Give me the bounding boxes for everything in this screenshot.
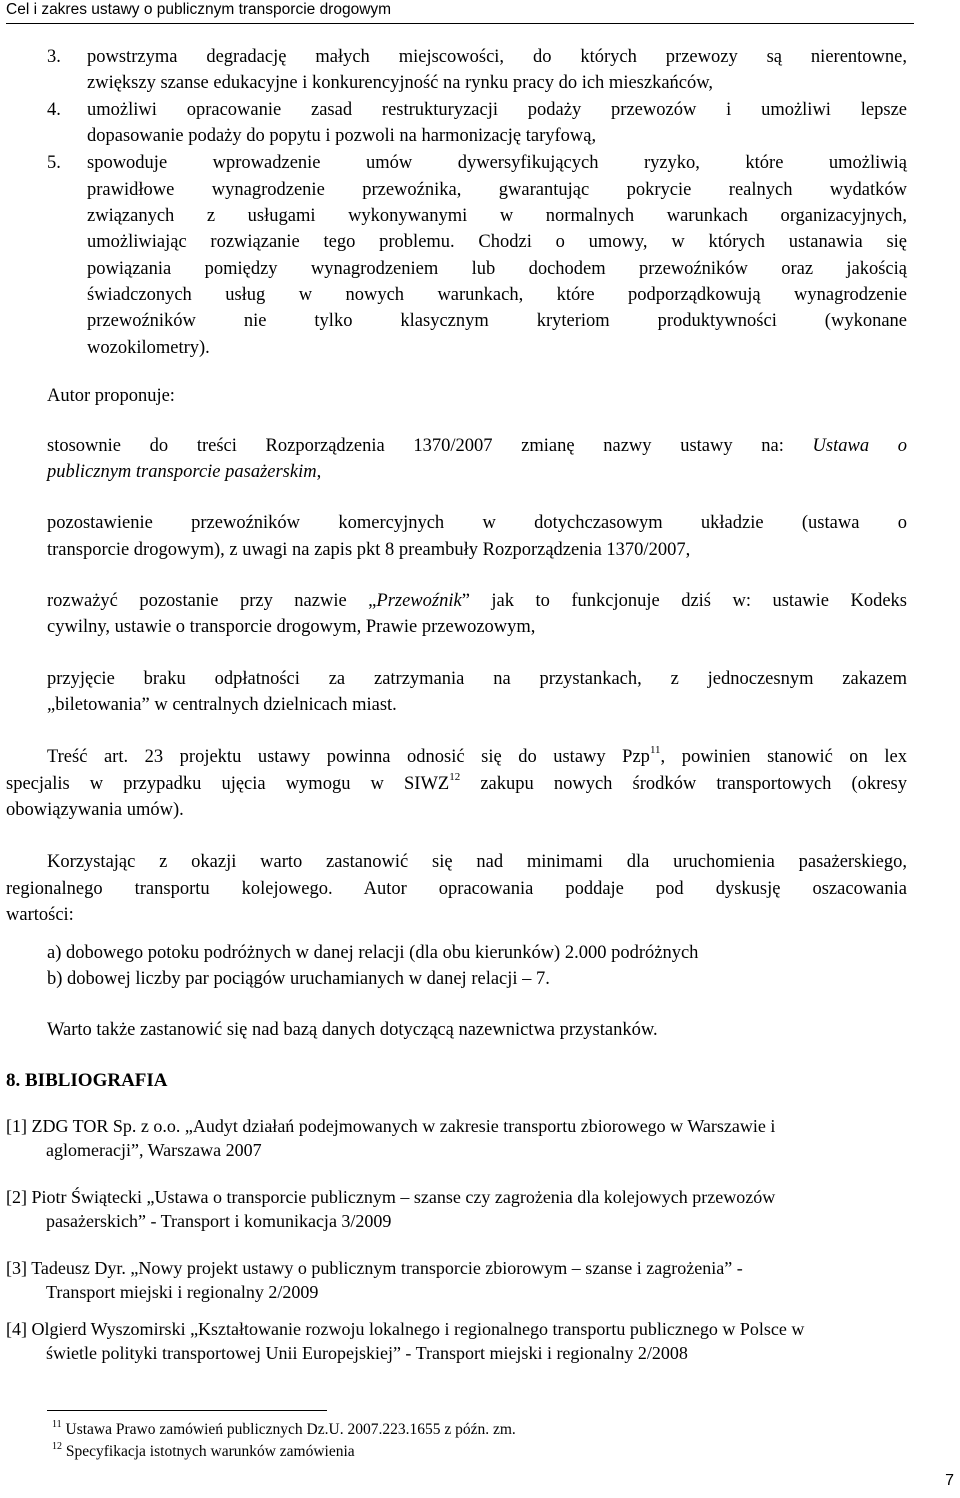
footnote: $^{12}$ Specyfikacja istotnych warunków zamówienia	[52, 1440, 355, 1460]
minimums-paragraph-line: regionalnego transportu kolejowego. Autor opracowania poddaje pod dyskusję oszacowania	[6, 879, 907, 899]
proposal-line: publicznym transporcie pasażerskim,	[47, 462, 322, 482]
minimums-paragraph-line: wartości:	[6, 905, 74, 925]
proposal-line: stosownie do treści Rozporządzenia 1370/2007 zmianę nazwy ustawy na: Ustawa o	[47, 436, 907, 456]
list-item-line: wozokilometry).	[87, 338, 210, 358]
list-item-line: prawidłowe wynagrodzenie przewoźnika, gwarantując pokrycie realnych wydatków	[87, 180, 907, 200]
minimums-paragraph-line: Korzystając z okazji warto zastanowić się nad minimami dla uruchomienia pasażerskiego,	[47, 852, 907, 872]
footnote-ref: 11	[649, 743, 661, 756]
proposal-line: transporcie drogowym), z uwagi na zapis pkt 8 preambuły Rozporządzenia 1370/2007,	[47, 540, 691, 560]
bibliography-entry: [2] Piotr Świątecki „Ustawa o transporcie publicznym – szanse czy zagrożenia dla kolejowych przewozów pasażerskich” - Transport i komunikacja 3/2009	[6, 1187, 776, 1231]
page-number: 7	[945, 1472, 954, 1489]
bibliography-title: 8. BIBLIOGRAFIA	[6, 1070, 168, 1091]
list-item-line: świadczonych usług w nowych warunkach, które podporządkowują wynagrodzenie	[87, 285, 907, 305]
list-number: 5.	[47, 153, 61, 173]
list-item-line: związanych z usługami wykonywanymi w normalnych warunkach organizacyjnych,	[87, 206, 907, 226]
list-item-line: spowoduje wprowadzenie umów dywersyfikujących ryzyko, które umożliwią	[87, 153, 907, 173]
footnote: $^{11}$ Ustawa Prawo zamówień publicznych Dz.U. 2007.223.1655 z późn. zm.	[52, 1418, 516, 1438]
list-item-line: umożliwi opracowanie zasad restrukturyzacji podaży przewozów i umożliwi lepsze	[87, 100, 907, 120]
minimums-item: b) dobowej liczby par pociągów uruchamianych w danej relacji – 7.	[47, 969, 550, 989]
list-item-line: powstrzyma degradację małych miejscowości, do których przewozy są nierentowne,	[87, 47, 907, 67]
proposal-line: rozważyć pozostanie przy nazwie „Przewoźnik” jak to funkcjonuje dziś w: ustawie Kodeks	[47, 591, 907, 611]
art23-paragraph-line: specjalis w przypadku ujęcia wymogu w SIWZ$^{12}$ zakupu nowych środków transportowych (okresy	[6, 770, 907, 794]
proposal-line: cywilny, ustawie o transporcie drogowym, Prawie przewozowym,	[47, 617, 536, 637]
stops-note: Warto także zastanowić się nad bazą danych dotyczącą nazewnictwa przystanków.	[47, 1020, 658, 1040]
bibliography-entry: [3] Tadeusz Dyr. „Nowy projekt ustawy o publicznym transporcie zbiorowym – szanse i zagrożenia” - Transport miejski i regionalny 2/2009	[6, 1258, 743, 1302]
art23-paragraph-line: Treść art. 23 projektu ustawy powinna odnosić się do ustawy Pzp$^{11}$, powinien stanowić on lex	[47, 743, 907, 767]
list-item-line: zwiększy szanse edukacyjne i konkurencyjność na rynku pracy do ich mieszkańców,	[87, 73, 714, 93]
proposal-line: pozostawienie przewoźników komercyjnych w dotychczasowym układzie (ustawa o	[47, 513, 907, 533]
proposal-line: „biletowania” w centralnych dzielnicach miast.	[47, 695, 397, 715]
minimums-item: a) dobowego potoku podróżnych w danej relacji (dla obu kierunków) 2.000 podróżnych	[47, 943, 699, 963]
bibliography-entry: [1] ZDG TOR Sp. z o.o. „Audyt działań podejmowanych w zakresie transportu zbiorowego w Warszawie i aglomeracji”, Warszawa 2007	[6, 1116, 776, 1160]
list-item-line: dopasowanie podaży do popytu i pozwoli na harmonizację taryfową,	[87, 126, 597, 146]
running-header-title: Cel i zakres ustawy o publicznym transporcie drogowym	[6, 1, 392, 18]
art23-paragraph-line: obowiązywania umów).	[6, 800, 184, 820]
footnote-separator	[47, 1410, 327, 1411]
proposal-line: przyjęcie braku odpłatności za zatrzymania na przystankach, z jednoczesnym zakazem	[47, 669, 907, 689]
list-number: 3.	[47, 47, 61, 67]
footnote-ref: 12	[449, 770, 461, 783]
running-header	[6, 0, 914, 24]
list-number: 4.	[47, 100, 61, 120]
list-item-line: umożliwiając rozwiązanie tego problemu. Chodzi o umowy, w których ustanawia się	[87, 232, 907, 252]
bibliography-entry: [4] Olgierd Wyszomirski „Kształtowanie rozwoju lokalnego i regionalnego transportu publicznego w Polsce w świetle polityki transportowej Unii Europejskiej” - Transport miejski i regionalny 2/2008	[6, 1319, 805, 1363]
list-item-line: powiązania pomiędzy wynagrodzeniem lub dochodem przewoźników oraz jakością	[87, 259, 907, 279]
author-proposes-label: Autor proponuje:	[47, 386, 175, 406]
list-item-line: przewoźników nie tylko klasycznym kryteriom produktywności (wykonane	[87, 311, 907, 331]
